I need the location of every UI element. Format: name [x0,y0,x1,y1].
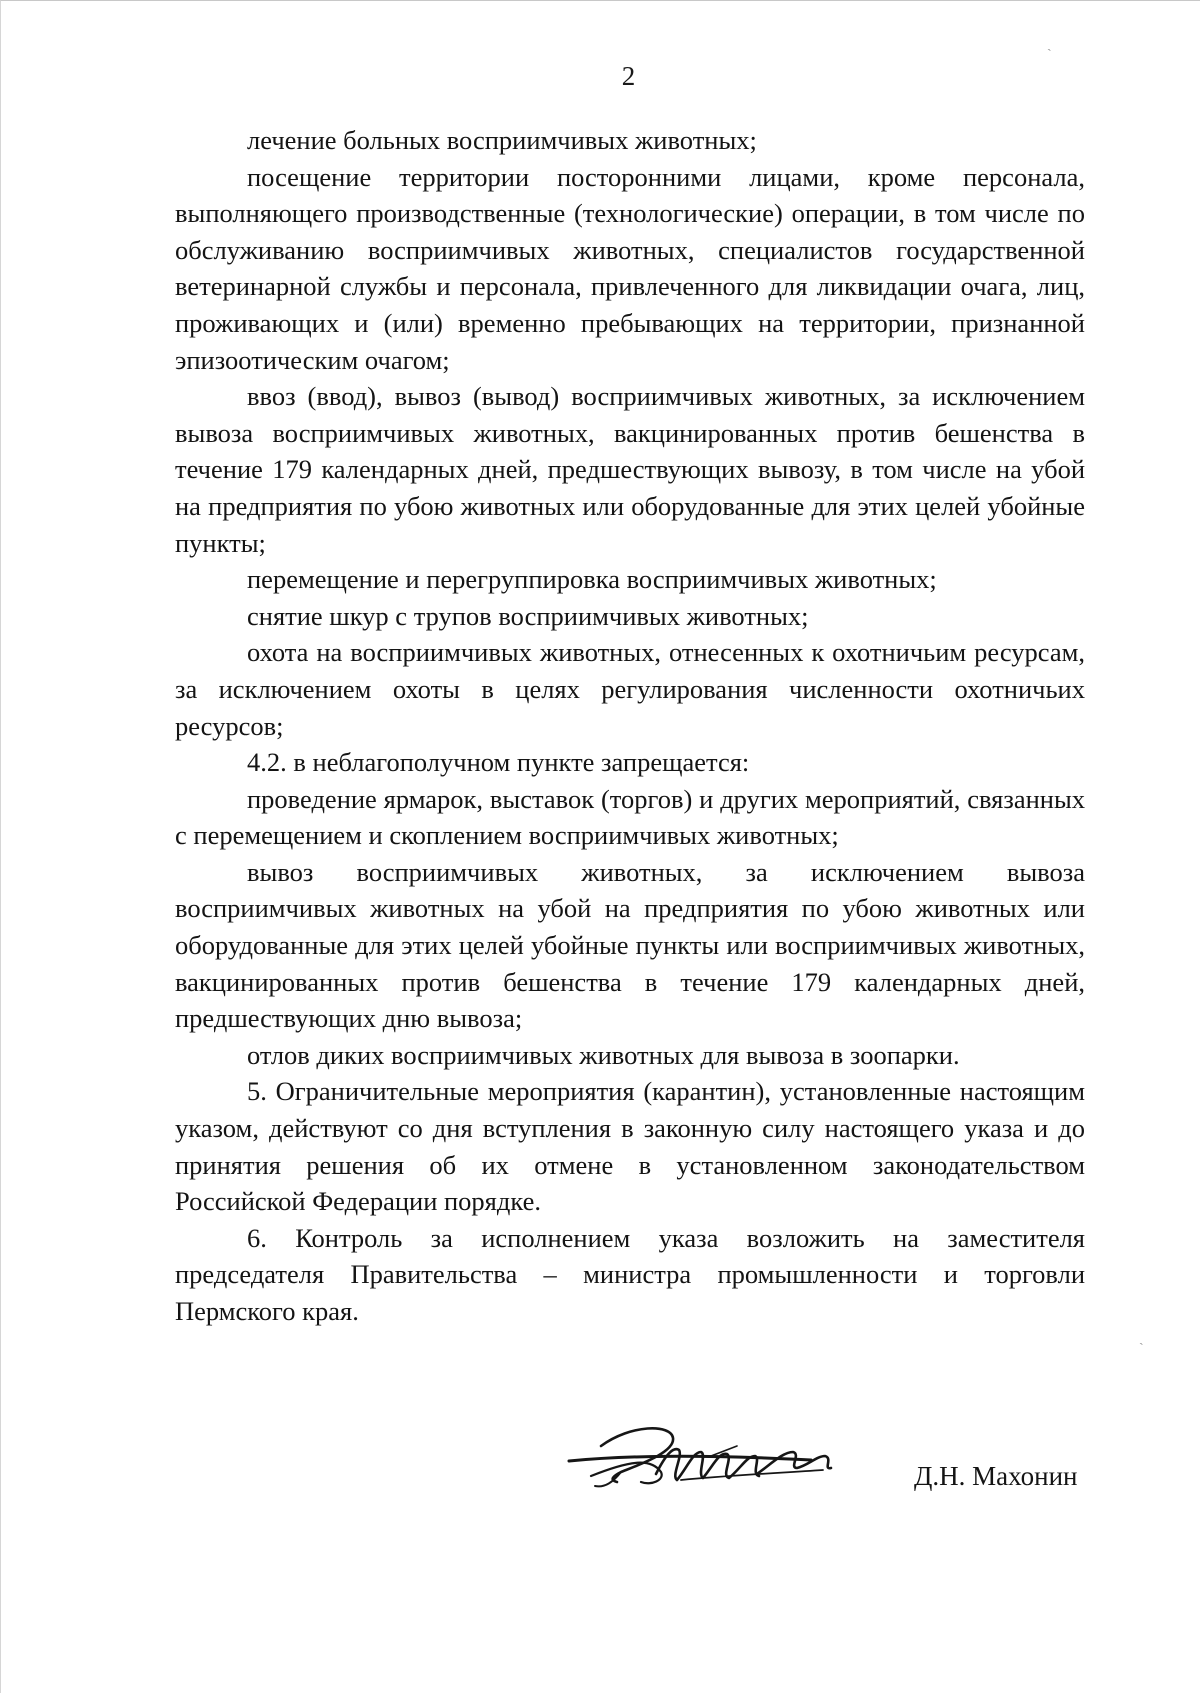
page-number: 2 [621,61,636,91]
paragraph: перемещение и перегруппировка восприимчивых животных; [247,564,937,595]
scan-speck: ˏ [1047,37,1052,52]
signer-name: Д.Н. Махонин [914,1461,1078,1491]
handwritten-signature [561,1416,851,1496]
paragraph: вывоз восприимчивых животных, за исключением вывоза восприимчивых животных на убой на предприятия по убою животных или оборудованные для этих целей убойные пункты или восприимчивых животных, вакцинированных против бешенства в течение 179 календарных дней, предшествующих дню вывоза; [175,856,1085,1034]
paragraph: 6. Контроль за исполнением указа возложить на заместителя председателя Правительства – министра промышленности и торговли Пермского края. [175,1222,1085,1326]
scan-speck: ˎ [1139,1331,1144,1346]
paragraph: охота на восприимчивых животных, отнесенных к охотничьим ресурсам, за исключением охоты в целях регулирования численности охотничьих ресурсов; [175,637,1085,741]
paragraph: посещение территории посторонними лицами, кроме персонала, выполняющего производственные (технологические) операции, в том числе по обслуживанию восприимчивых животных, специалистов государственной ветеринарной службы и персонала, привлеченного для ликвидации очага, лиц, проживающих и (или) временно пребывающих на территории, признанной эпизоотическим очагом; [175,161,1085,375]
paragraph: отлов диких восприимчивых животных для вывоза в зоопарки. [247,1039,960,1070]
paragraph: проведение ярмарок, выставок (торгов) и других мероприятий, связанных с перемещением и скоплением восприимчивых животных; [175,783,1085,851]
paragraph: лечение больных восприимчивых животных; [247,125,757,155]
signature-block [561,1416,1101,1526]
paragraph: ввоз (ввод), вывоз (вывод) восприимчивых животных, за исключением вывоза восприимчивых животных, вакцинированных против бешенства в течение 179 календарных дней, предшествующих вывозу, в том числе на убой на предприятия по убою животных или оборудованные для этих целей убойные пункты; [175,381,1085,558]
paragraph: 5. Ограничительные мероприятия (карантин), установленные настоящим указом, действуют со дня вступления в законную силу настоящего указа и до принятия решения об их отмене в установленном законодательством Российской Федерации порядке. [175,1076,1085,1217]
document-body [175,122,1085,1330]
paragraph: снятие шкур с трупов восприимчивых животных; [247,600,809,631]
paragraph: 4.2. в неблагополучном пункте запрещается: [247,747,750,778]
